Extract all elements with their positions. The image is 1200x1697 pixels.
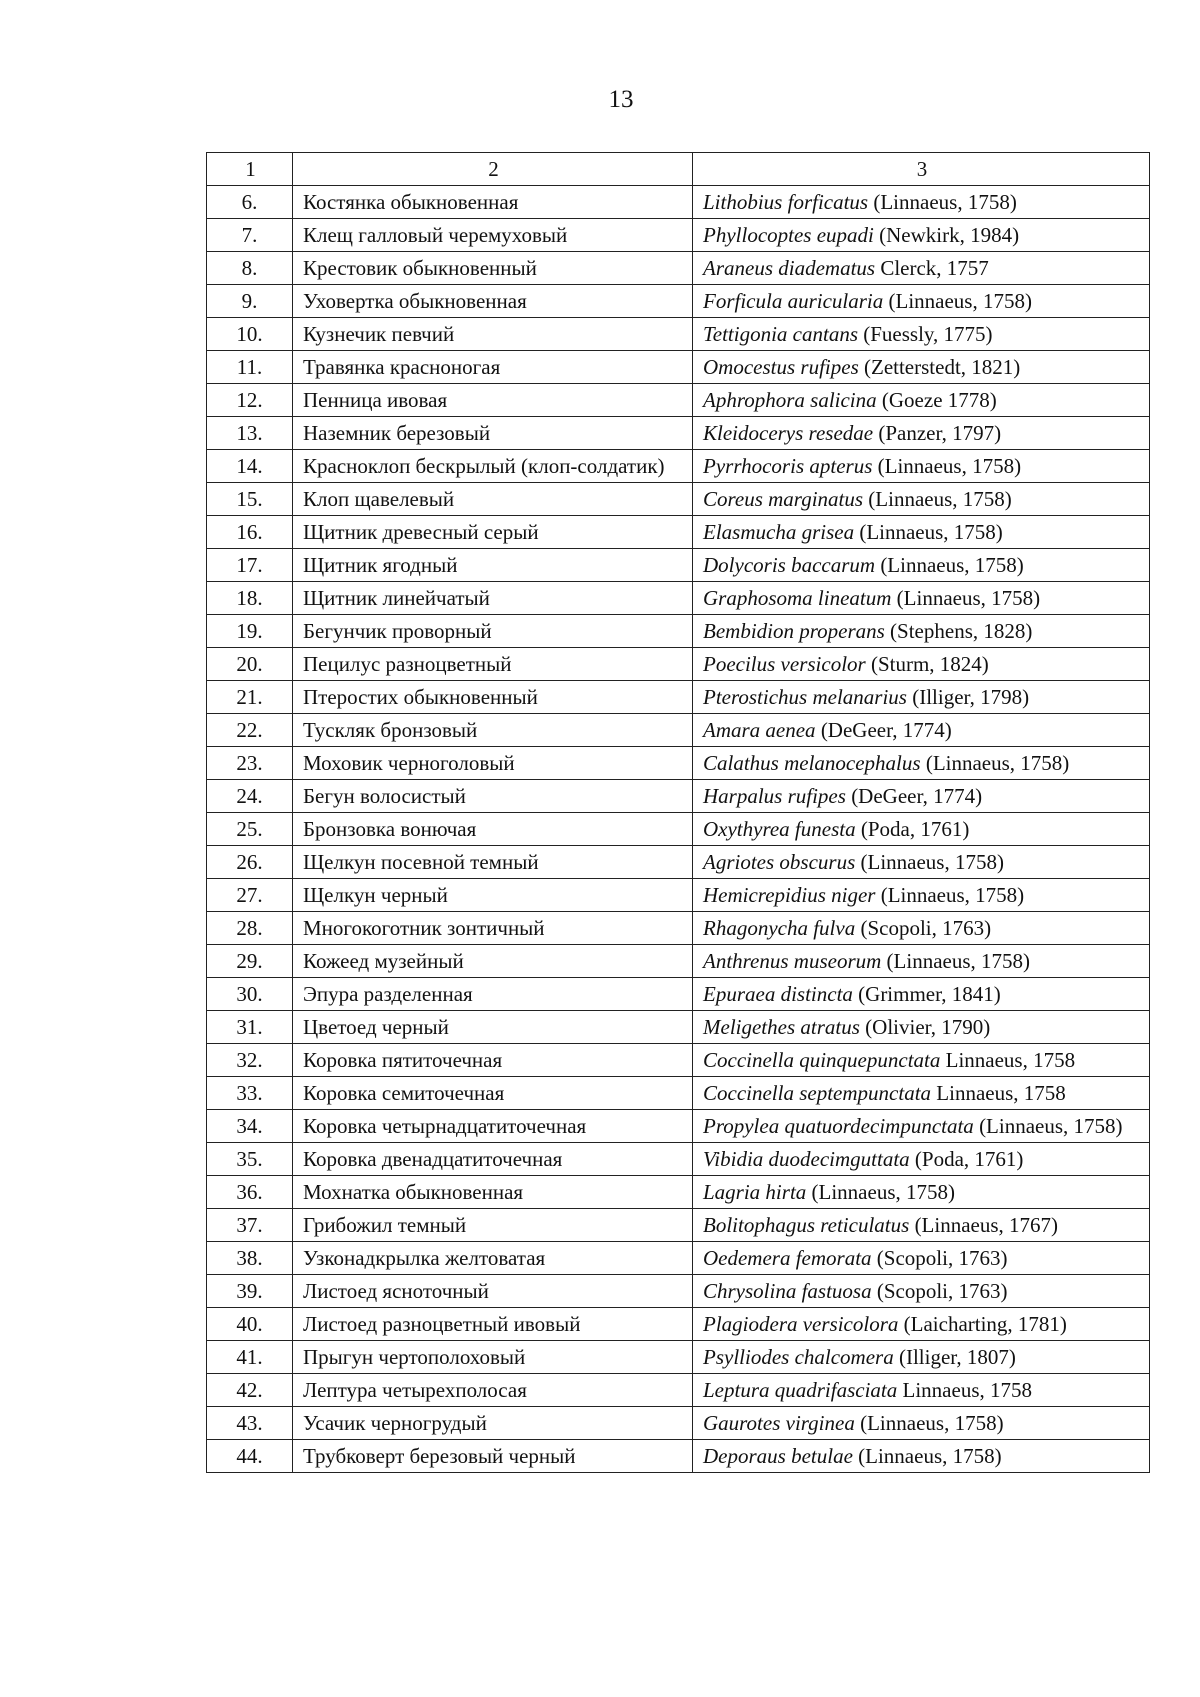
species-author: (Linnaeus, 1758) <box>855 850 1004 874</box>
latin-name: Lithobius forficatus <box>703 190 869 214</box>
common-name: Моховик черноголовый <box>293 747 693 780</box>
scientific-name-cell <box>693 1374 1150 1407</box>
latin-name: Agriotes obscurus <box>703 850 856 874</box>
common-name: Птеростих обыкновенный <box>293 681 693 714</box>
common-name: Бронзовка вонючая <box>293 813 693 846</box>
row-number: 34. <box>207 1110 293 1143</box>
row-number: 10. <box>207 318 293 351</box>
table-row <box>207 1308 1150 1341</box>
species-author: (Linnaeus, 1758) <box>868 190 1017 214</box>
common-name: Лептура четырехполосая <box>293 1374 693 1407</box>
table-row <box>207 1176 1150 1209</box>
table-row <box>207 252 1150 285</box>
common-name: Трубковерт березовый черный <box>293 1440 693 1473</box>
row-number: 23. <box>207 747 293 780</box>
common-name: Листоед разноцветный ивовый <box>293 1308 693 1341</box>
species-author: (Linnaeus, 1767) <box>909 1213 1059 1237</box>
row-number: 43. <box>207 1407 293 1440</box>
latin-name: Lagria hirta <box>703 1180 807 1204</box>
table-row <box>207 582 1150 615</box>
row-number: 22. <box>207 714 293 747</box>
latin-name: Plagiodera versicolora <box>703 1312 899 1336</box>
scientific-name-cell <box>693 780 1150 813</box>
table-row <box>207 1110 1150 1143</box>
common-name: Кузнечик певчий <box>293 318 693 351</box>
scientific-name-cell <box>693 912 1150 945</box>
scientific-name-cell <box>693 1308 1150 1341</box>
common-name: Эпура разделенная <box>293 978 693 1011</box>
latin-name: Vibidia duodecimguttata <box>703 1147 910 1171</box>
table-row <box>207 219 1150 252</box>
latin-name: Pyrrhocoris apterus <box>703 454 873 478</box>
species-author: (Sturm, 1824) <box>865 652 989 676</box>
common-name: Тускляк бронзовый <box>293 714 693 747</box>
common-name: Коровка четырнадцатиточечная <box>293 1110 693 1143</box>
species-author: (Linnaeus, 1758) <box>854 1411 1004 1435</box>
row-number: 17. <box>207 549 293 582</box>
scientific-name-cell <box>693 1110 1150 1143</box>
species-author: (Poda, 1761) <box>909 1147 1024 1171</box>
row-number: 18. <box>207 582 293 615</box>
species-author: (Linnaeus, 1758) <box>872 454 1022 478</box>
scientific-name-cell <box>693 450 1150 483</box>
species-author: (Linnaeus, 1758) <box>881 949 1031 973</box>
common-name: Щелкун черный <box>293 879 693 912</box>
latin-name: Poecilus versicolor <box>703 652 866 676</box>
species-author: (DeGeer, 1774) <box>815 718 952 742</box>
latin-name: Pterostichus melanarius <box>703 685 907 709</box>
latin-name: Elasmucha grisea <box>703 520 855 544</box>
row-number: 26. <box>207 846 293 879</box>
table-row <box>207 846 1150 879</box>
latin-name: Harpalus rufipes <box>703 784 846 808</box>
species-author: (Linnaeus, 1758) <box>920 751 1070 775</box>
table-row <box>207 1209 1150 1242</box>
common-name: Щитник линейчатый <box>293 582 693 615</box>
common-name: Щитник древесный серый <box>293 516 693 549</box>
common-name: Коровка двенадцатиточечная <box>293 1143 693 1176</box>
latin-name: Phyllocoptes eupadi <box>703 223 874 247</box>
species-author: (Linnaeus, 1758) <box>875 883 1025 907</box>
species-author: (Fuessly, 1775) <box>858 322 993 346</box>
latin-name: Bembidion properans <box>703 619 885 643</box>
scientific-name-cell <box>693 945 1150 978</box>
latin-name: Bolitophagus reticulatus <box>703 1213 910 1237</box>
scientific-name-cell <box>693 747 1150 780</box>
species-author: (Olivier, 1790) <box>859 1015 991 1039</box>
scientific-name-cell <box>693 879 1150 912</box>
species-author: (Linnaeus, 1758) <box>852 1444 1002 1468</box>
scientific-name-cell <box>693 1143 1150 1176</box>
scientific-name-cell <box>693 1407 1150 1440</box>
scientific-name-cell <box>693 1176 1150 1209</box>
species-author: (Scopoli, 1763) <box>871 1279 1008 1303</box>
common-name: Усачик черногрудый <box>293 1407 693 1440</box>
common-name: Кожеед музейный <box>293 945 693 978</box>
latin-name: Psylliodes chalcomera <box>703 1345 894 1369</box>
scientific-name-cell <box>693 549 1150 582</box>
scientific-name-cell <box>693 252 1150 285</box>
common-name: Пенница ивовая <box>293 384 693 417</box>
row-number: 6. <box>207 186 293 219</box>
latin-name: Hemicrepidius niger <box>703 883 876 907</box>
row-number: 12. <box>207 384 293 417</box>
latin-name: Oedemera femorata <box>703 1246 872 1270</box>
row-number: 24. <box>207 780 293 813</box>
scientific-name-cell <box>693 1077 1150 1110</box>
row-number: 8. <box>207 252 293 285</box>
row-number: 21. <box>207 681 293 714</box>
scientific-name-cell <box>693 219 1150 252</box>
species-author: Linnaeus, 1758 <box>897 1378 1032 1402</box>
scientific-name-cell <box>693 681 1150 714</box>
latin-name: Oxythyrea funesta <box>703 817 856 841</box>
table-row <box>207 1275 1150 1308</box>
row-number: 42. <box>207 1374 293 1407</box>
scientific-name-cell <box>693 846 1150 879</box>
table-row <box>207 1011 1150 1044</box>
row-number: 32. <box>207 1044 293 1077</box>
table-row <box>207 1077 1150 1110</box>
scientific-name-cell <box>693 648 1150 681</box>
table-row <box>207 747 1150 780</box>
common-name: Крестовик обыкновенный <box>293 252 693 285</box>
common-name: Мохнатка обыкновенная <box>293 1176 693 1209</box>
table-row <box>207 714 1150 747</box>
species-author: (Scopoli, 1763) <box>855 916 992 940</box>
table-header-row <box>207 153 1150 186</box>
latin-name: Kleidocerys resedae <box>703 421 874 445</box>
latin-name: Propylea quatuordecimpunctata <box>703 1114 974 1138</box>
table-row <box>207 681 1150 714</box>
species-author: (Linnaeus, 1758) <box>883 289 1032 313</box>
common-name: Прыгун чертополоховый <box>293 1341 693 1374</box>
species-author: (Grimmer, 1841) <box>852 982 1001 1006</box>
common-name: Пецилус разноцветный <box>293 648 693 681</box>
scientific-name-cell <box>693 483 1150 516</box>
common-name: Цветоед черный <box>293 1011 693 1044</box>
common-name: Узконадкрылка желтоватая <box>293 1242 693 1275</box>
row-number: 35. <box>207 1143 293 1176</box>
species-author: (Scopoli, 1763) <box>871 1246 1008 1270</box>
species-author: (Linnaeus, 1758) <box>863 487 1012 511</box>
common-name: Щитник ягодный <box>293 549 693 582</box>
latin-name: Calathus melanocephalus <box>703 751 921 775</box>
species-author: (Stephens, 1828) <box>884 619 1033 643</box>
latin-name: Chrysolina fastuosa <box>703 1279 872 1303</box>
common-name: Щелкун посевной темный <box>293 846 693 879</box>
table-row <box>207 879 1150 912</box>
column-header-latin-name: 3 <box>693 153 1150 186</box>
species-author: (Illiger, 1807) <box>893 1345 1016 1369</box>
row-number: 11. <box>207 351 293 384</box>
species-author: (Illiger, 1798) <box>906 685 1030 709</box>
scientific-name-cell <box>693 285 1150 318</box>
species-author: (Linnaeus, 1758) <box>891 586 1041 610</box>
table-row <box>207 483 1150 516</box>
common-name: Бегун волосистый <box>293 780 693 813</box>
table-row <box>207 417 1150 450</box>
table-row <box>207 1341 1150 1374</box>
table-row <box>207 318 1150 351</box>
table-row <box>207 186 1150 219</box>
table-row <box>207 1242 1150 1275</box>
scientific-name-cell <box>693 186 1150 219</box>
species-author: (Linnaeus, 1758) <box>806 1180 955 1204</box>
row-number: 28. <box>207 912 293 945</box>
table-row <box>207 615 1150 648</box>
table-row <box>207 813 1150 846</box>
species-author: (Linnaeus, 1758) <box>875 553 1024 577</box>
scientific-name-cell <box>693 978 1150 1011</box>
common-name: Листоед ясноточный <box>293 1275 693 1308</box>
latin-name: Araneus diadematus <box>703 256 876 280</box>
table-row <box>207 1044 1150 1077</box>
species-author: (Newkirk, 1984) <box>873 223 1020 247</box>
scientific-name-cell <box>693 1209 1150 1242</box>
table-row <box>207 780 1150 813</box>
scientific-name-cell <box>693 516 1150 549</box>
row-number: 33. <box>207 1077 293 1110</box>
table-row <box>207 1440 1150 1473</box>
table-row <box>207 450 1150 483</box>
common-name: Грибожил темный <box>293 1209 693 1242</box>
table-row <box>207 1407 1150 1440</box>
latin-name: Anthrenus museorum <box>703 949 882 973</box>
species-author: (Laicharting, 1781) <box>898 1312 1067 1336</box>
scientific-name-cell <box>693 1440 1150 1473</box>
table-row <box>207 648 1150 681</box>
scientific-name-cell <box>693 813 1150 846</box>
latin-name: Aphrophora salicina <box>703 388 877 412</box>
row-number: 7. <box>207 219 293 252</box>
scientific-name-cell <box>693 318 1150 351</box>
column-header-common-name: 2 <box>293 153 693 186</box>
common-name: Коровка семиточечная <box>293 1077 693 1110</box>
row-number: 44. <box>207 1440 293 1473</box>
table-row <box>207 1143 1150 1176</box>
row-number: 38. <box>207 1242 293 1275</box>
scientific-name-cell <box>693 714 1150 747</box>
table-row <box>207 516 1150 549</box>
row-number: 14. <box>207 450 293 483</box>
row-number: 19. <box>207 615 293 648</box>
species-author: (DeGeer, 1774) <box>845 784 983 808</box>
species-author: Linnaeus, 1758 <box>940 1048 1076 1072</box>
common-name: Травянка красноногая <box>293 351 693 384</box>
common-name: Наземник березовый <box>293 417 693 450</box>
latin-name: Dolycoris baccarum <box>703 553 876 577</box>
row-number: 27. <box>207 879 293 912</box>
column-header-number: 1 <box>207 153 293 186</box>
row-number: 9. <box>207 285 293 318</box>
table-row <box>207 384 1150 417</box>
latin-name: Meligethes atratus <box>703 1015 860 1039</box>
row-number: 16. <box>207 516 293 549</box>
table-row <box>207 351 1150 384</box>
common-name: Костянка обыкновенная <box>293 186 693 219</box>
scientific-name-cell <box>693 384 1150 417</box>
row-number: 41. <box>207 1341 293 1374</box>
scientific-name-cell <box>693 582 1150 615</box>
common-name: Бегунчик проворный <box>293 615 693 648</box>
latin-name: Forficula auricularia <box>703 289 884 313</box>
common-name: Красноклоп бескрылый (клоп-солдатик) <box>293 450 693 483</box>
latin-name: Tettigonia cantans <box>703 322 858 346</box>
page-number: 13 <box>608 86 634 113</box>
table-row <box>207 912 1150 945</box>
row-number: 30. <box>207 978 293 1011</box>
table-row <box>207 945 1150 978</box>
latin-name: Coccinella quinquepunctata <box>703 1048 941 1072</box>
species-author: (Poda, 1761) <box>855 817 970 841</box>
latin-name: Gaurotes virginea <box>703 1411 855 1435</box>
scientific-name-cell <box>693 351 1150 384</box>
scientific-name-cell <box>693 1011 1150 1044</box>
latin-name: Omocestus rufipes <box>703 355 859 379</box>
table-row <box>207 285 1150 318</box>
species-author: (Zetterstedt, 1821) <box>858 355 1021 379</box>
row-number: 15. <box>207 483 293 516</box>
common-name: Уховертка обыкновенная <box>293 285 693 318</box>
common-name: Коровка пятиточечная <box>293 1044 693 1077</box>
row-number: 20. <box>207 648 293 681</box>
scientific-name-cell <box>693 417 1150 450</box>
latin-name: Graphosoma lineatum <box>703 586 892 610</box>
latin-name: Deporaus betulae <box>703 1444 853 1468</box>
common-name: Клещ галловый черемуховый <box>293 219 693 252</box>
row-number: 39. <box>207 1275 293 1308</box>
row-number: 36. <box>207 1176 293 1209</box>
species-author: (Panzer, 1797) <box>873 421 1002 445</box>
common-name: Многокоготник зонтичный <box>293 912 693 945</box>
row-number: 13. <box>207 417 293 450</box>
species-table <box>206 152 1150 1473</box>
latin-name: Rhagonycha fulva <box>703 916 856 940</box>
latin-name: Amara aenea <box>703 718 816 742</box>
species-author: Clerck, 1757 <box>875 256 989 280</box>
species-author: (Linnaeus, 1758) <box>854 520 1003 544</box>
scientific-name-cell <box>693 1242 1150 1275</box>
table-row <box>207 549 1150 582</box>
species-author: (Goeze 1778) <box>876 388 997 412</box>
scientific-name-cell <box>693 1341 1150 1374</box>
latin-name: Epuraea distincta <box>703 982 853 1006</box>
scientific-name-cell <box>693 1044 1150 1077</box>
scientific-name-cell <box>693 615 1150 648</box>
row-number: 31. <box>207 1011 293 1044</box>
row-number: 37. <box>207 1209 293 1242</box>
common-name: Клоп щавелевый <box>293 483 693 516</box>
table-row <box>207 1374 1150 1407</box>
scientific-name-cell <box>693 1275 1150 1308</box>
latin-name: Coreus marginatus <box>703 487 864 511</box>
species-author: (Linnaeus, 1758) <box>973 1114 1123 1138</box>
table-row <box>207 978 1150 1011</box>
row-number: 40. <box>207 1308 293 1341</box>
species-author: Linnaeus, 1758 <box>931 1081 1066 1105</box>
latin-name: Coccinella septempunctata <box>703 1081 932 1105</box>
latin-name: Leptura quadrifasciata <box>703 1378 898 1402</box>
row-number: 29. <box>207 945 293 978</box>
row-number: 25. <box>207 813 293 846</box>
